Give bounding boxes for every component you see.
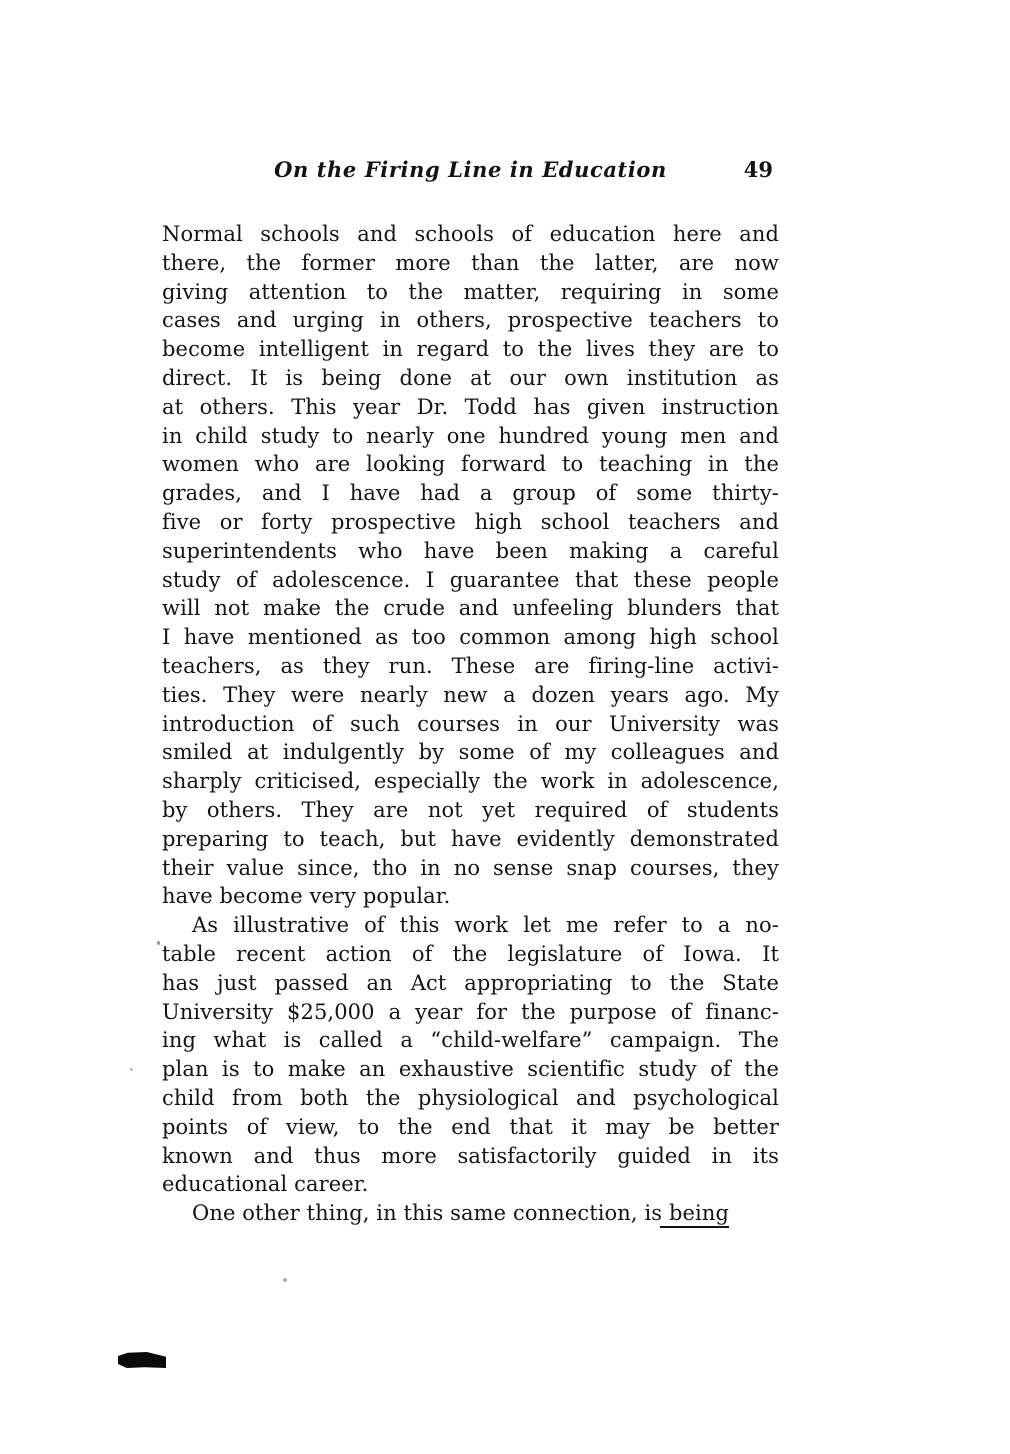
underlined-word: being [660,1201,729,1228]
scan-artifact-dot [130,1068,133,1071]
text-line: ing what is called a “child-welfare” campaign. The [162,1028,779,1053]
page-title: On the Firing Line in Education [274,157,667,182]
text-line: direct. It is being done at our own institution as [162,365,779,390]
text-block [162,220,779,1228]
text-line: introduction of such courses in our University was [162,711,779,736]
text-column [162,157,779,1228]
text-line: I have mentioned as too common among high school [162,625,779,650]
text-line [162,1199,779,1228]
text-line: there, the former more than the latter, are now [162,250,779,275]
text-line: superintendents who have been making a careful [162,538,779,563]
text-line: preparing to teach, but have evidently demonstrated [162,826,779,851]
text-line: have become very popular. [162,884,451,909]
text-line: Normal schools and schools of education here and [162,222,779,246]
text-line: five or forty prospective high school teachers and [162,509,779,534]
text-line: teachers, as they run. These are firing-line activi- [162,653,779,678]
text-line: table recent action of the legislature of Iowa. It [162,941,779,966]
text-line: ties. They were nearly new a dozen years ago. My [162,682,779,707]
text-line: their value since, tho in no sense snap courses, they [162,855,779,880]
text-line: women who are looking forward to teaching in the [162,452,779,477]
scan-artifact-dot [283,1278,287,1282]
text-line: will not make the crude and unfeeling blunders that [162,596,779,621]
text-line: University $25,000 a year for the purpose of financ- [162,999,779,1024]
ink-smudge [118,1352,166,1368]
text-line: has just passed an Act appropriating to the State [162,970,779,995]
text-line: study of adolescence. I guarantee that these people [162,567,779,592]
text-line: at others. This year Dr. Todd has given instruction [162,394,779,419]
text-line: by others. They are not yet required of students [162,797,779,822]
text-line: smiled at indulgently by some of my colleagues and [162,740,779,765]
text-line: points of view, to the end that it may be better [162,1114,779,1139]
text-line: As illustrative of this work let me refer to a no- [192,913,779,938]
page-number: 49 [743,157,773,182]
text-line-segment: One other thing, in this same connection, is [192,1201,669,1226]
text-line: plan is to make an exhaustive scientific study of the [162,1057,779,1082]
running-header [162,157,779,184]
text-line: child from both the physiological and psychological [162,1085,779,1110]
text-line: become intelligent in regard to the lives they are to [162,337,779,362]
text-line: in child study to nearly one hundred young men and [162,423,779,448]
text-line: cases and urging in others, prospective teachers to [162,308,779,333]
text-line: grades, and I have had a group of some thirty- [162,481,779,506]
text-line: known and thus more satisfactorily guided in its [162,1143,779,1168]
text-line: giving attention to the matter, requiring in some [162,279,779,304]
scan-artifact-dot [157,941,160,945]
text-line: sharply criticised, especially the work in adolescence, [162,769,779,794]
text-line: educational career. [162,1172,369,1197]
